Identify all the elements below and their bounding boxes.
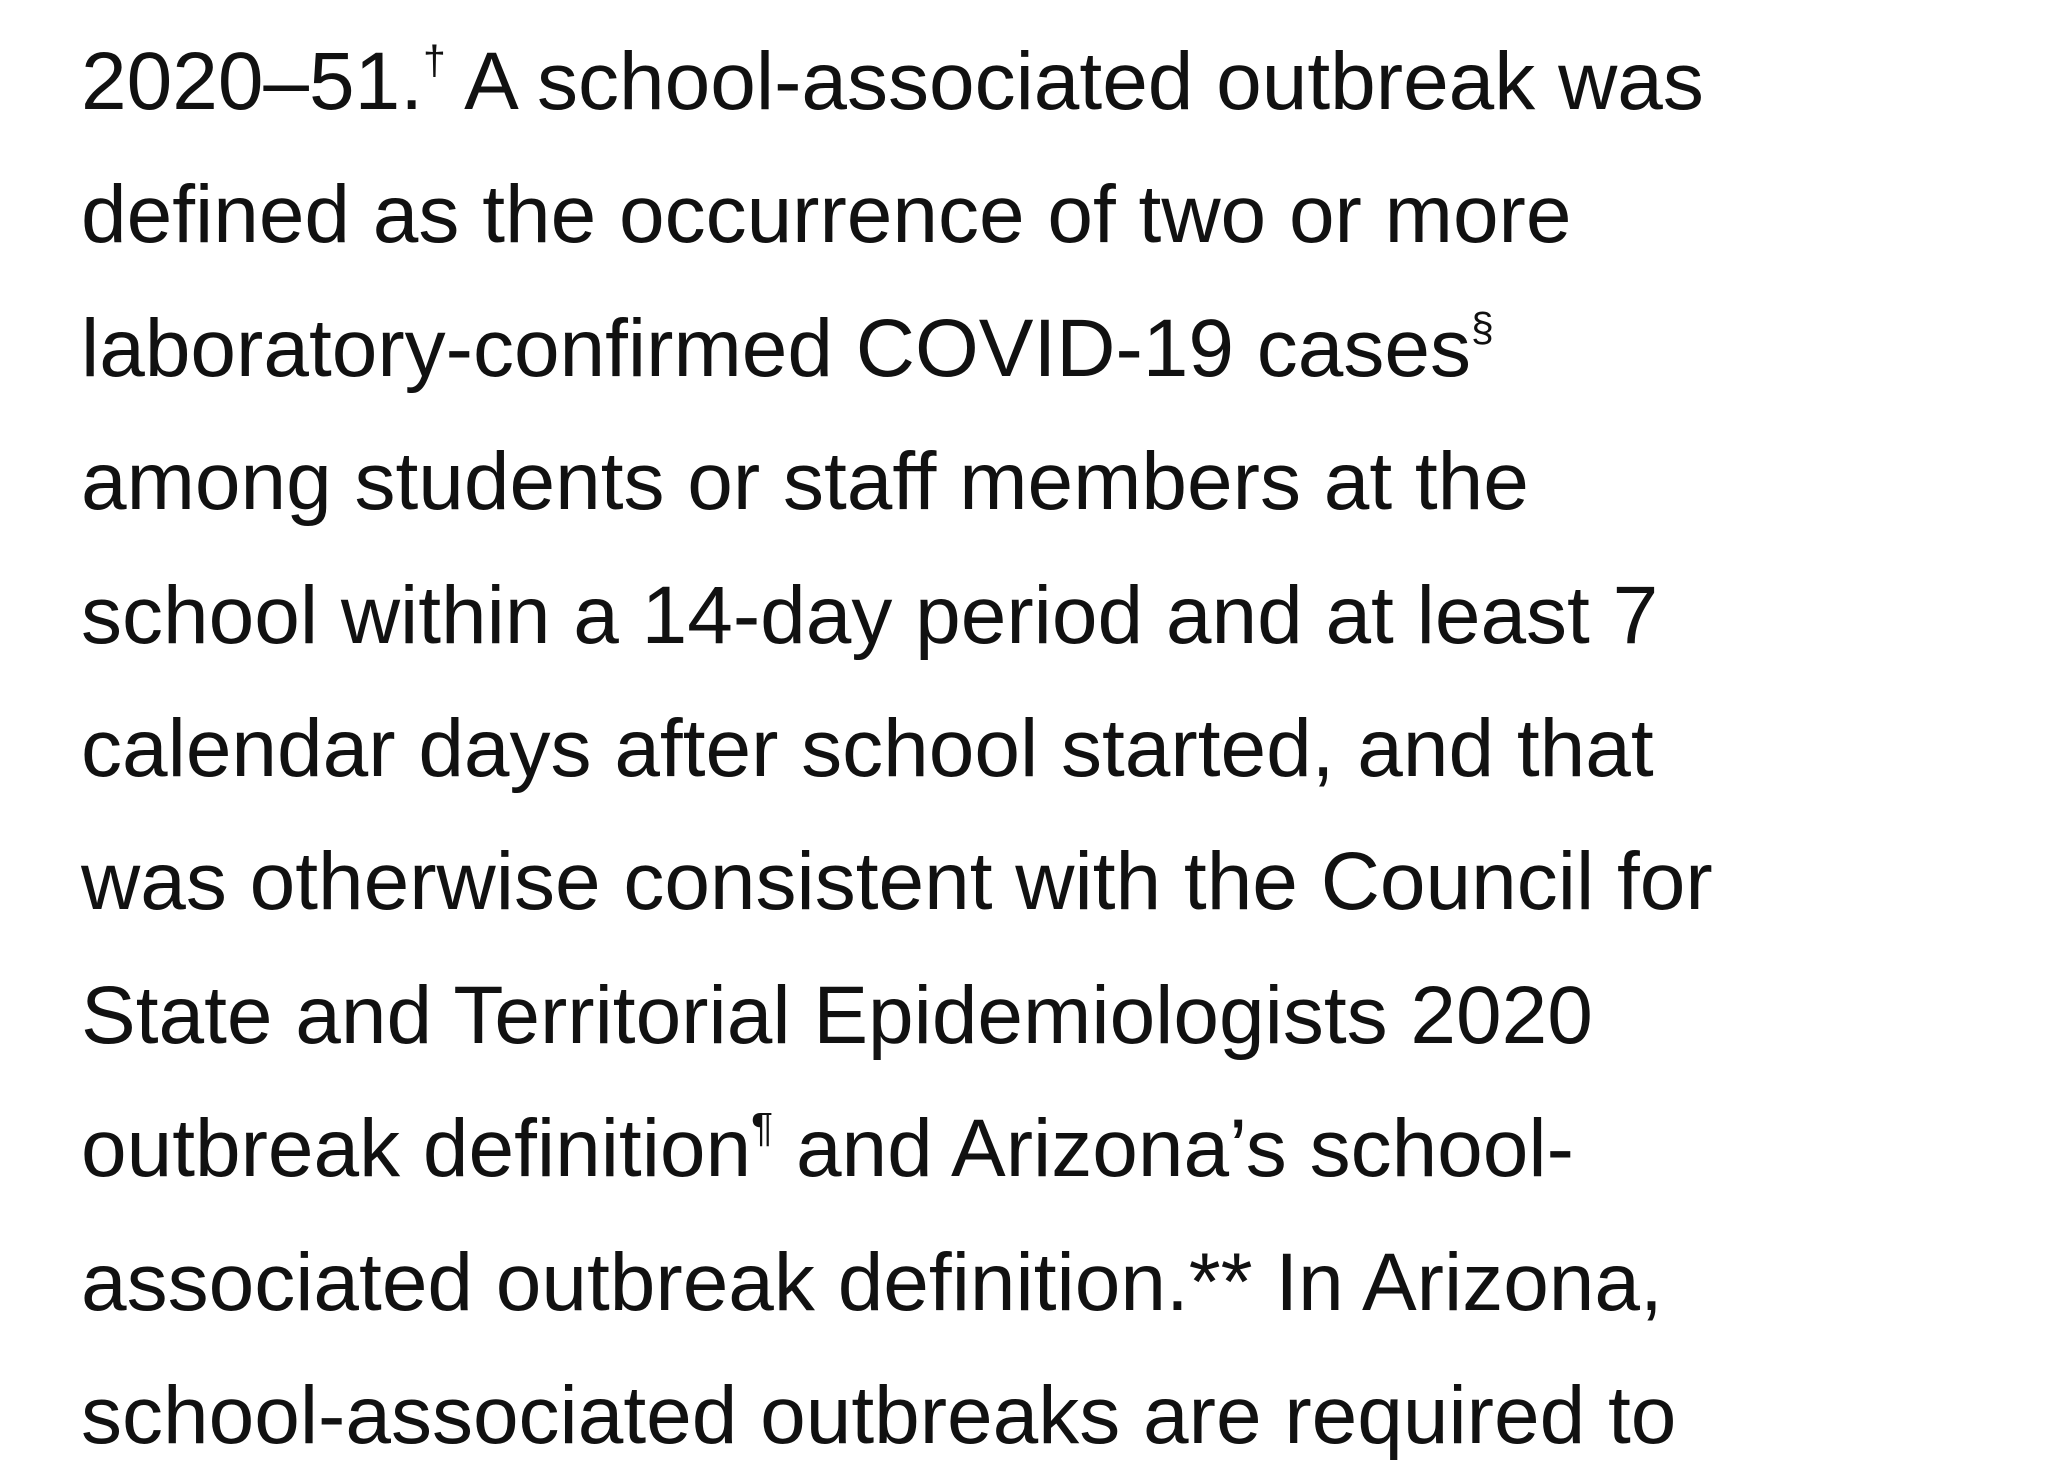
text-line	[81, 815, 1713, 948]
text-line	[81, 148, 1713, 281]
text-line	[81, 682, 1713, 815]
article-paragraph	[81, 15, 1713, 1482]
footnote-marker[interactable]: †	[423, 37, 446, 84]
text-line	[81, 949, 1713, 1082]
text: 2020–51.	[81, 36, 424, 127]
footnote-marker[interactable]: §	[1470, 303, 1494, 350]
text-line	[81, 282, 1713, 415]
text-line	[81, 1216, 1713, 1349]
text: school within a 14-day period and at least 7	[81, 569, 1659, 661]
footnote-marker[interactable]: ¶	[751, 1104, 774, 1151]
text: among students or staff members at the	[81, 436, 1529, 528]
text: school-associated outbreaks are required to	[81, 1370, 1677, 1462]
text: outbreak definition	[81, 1103, 752, 1195]
text: associated outbreak definition.** In Arizona,	[81, 1236, 1663, 1328]
text: laboratory-confirmed COVID-19 cases	[81, 302, 1471, 394]
text-line	[81, 1082, 1713, 1215]
text: and Arizona’s school-	[773, 1103, 1574, 1195]
text-line	[81, 415, 1713, 548]
text-line	[81, 15, 1713, 148]
text: A school-associated outbreak was	[445, 36, 1704, 127]
text: was otherwise consistent with the Council for	[81, 836, 1713, 928]
text: calendar days after school started, and that	[81, 703, 1654, 795]
text-line	[81, 1349, 1713, 1482]
text-line	[81, 549, 1713, 682]
text: State and Territorial Epidemiologists 2020	[81, 969, 1593, 1061]
text: defined as the occurrence of two or more	[81, 169, 1572, 261]
